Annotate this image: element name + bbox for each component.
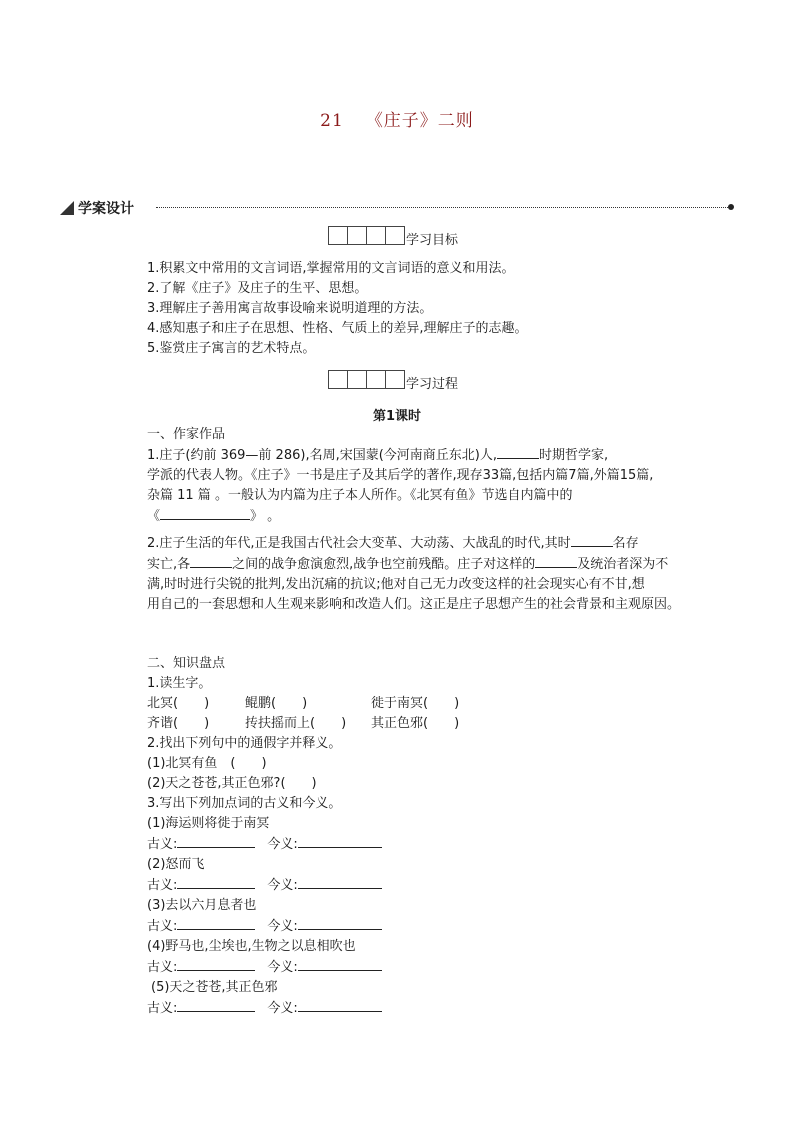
part1 bbox=[147, 425, 687, 615]
part2-q3-item: (3)去以六月息者也 bbox=[147, 898, 257, 913]
goal-item: 1.积累文中常用的文言词语,掌握常用的文言词语的意义和用法。 bbox=[147, 261, 515, 276]
box-row-icon bbox=[328, 226, 404, 244]
part2-q3-item: (5)天之苍苍,其正色邪 bbox=[151, 980, 278, 995]
part2-q1-label: 1.读生字。 bbox=[147, 676, 212, 691]
lesson-title: 《庄子》二则 bbox=[365, 111, 474, 131]
triangle-icon bbox=[60, 201, 74, 215]
part1-q2-line1: 2.庄子生活的年代,正是我国古代社会大变革、大动荡、大战乱的时代,其时 名存 bbox=[147, 533, 687, 554]
reading-row-2: 齐谐( ) 抟扶摇而上( ) 其正色邪( ) bbox=[147, 716, 460, 731]
part1-q2-line4: 用自己的一套思想和人生观来影响和改造人们。这正是庄子思想产生的社会背景和主观原因。 bbox=[147, 597, 681, 612]
answer-blank[interactable] bbox=[190, 554, 232, 568]
answer-blank[interactable] bbox=[298, 834, 382, 848]
part2-q3-label: 3.写出下列加点词的古义和今义。 bbox=[147, 796, 342, 811]
goal-item: 2.了解《庄子》及庄子的生平、思想。 bbox=[147, 281, 368, 296]
section-label: 学案设计 bbox=[78, 201, 134, 217]
part2-q2-item: (2)天之苍苍,其正色邪?( ) bbox=[147, 776, 317, 791]
answer-blank[interactable] bbox=[298, 957, 382, 971]
part1-q2-line2: 实亡,各 之间的战争愈演愈烈,战争也空前残酷。庄子对这样的 及统治者深为不 bbox=[147, 554, 687, 575]
part1-q1-line1: 1.庄子(约前 369—前 286),名周,宋国蒙(今河南商丘东北)人, 时期哲学家, bbox=[147, 445, 687, 466]
answer-blank[interactable] bbox=[298, 916, 382, 930]
dotted-divider bbox=[156, 207, 728, 208]
gu-jin-row: 古义: 今义: bbox=[147, 834, 687, 855]
answer-blank[interactable] bbox=[298, 998, 382, 1012]
answer-blank[interactable] bbox=[571, 533, 613, 547]
section-header bbox=[60, 198, 736, 218]
goals-heading: 学习目标 bbox=[328, 226, 458, 246]
box-row-icon bbox=[328, 370, 404, 388]
answer-blank[interactable] bbox=[177, 875, 255, 889]
part1-q1-line4: 《 》 。 bbox=[147, 506, 687, 527]
answer-blank[interactable] bbox=[535, 554, 577, 568]
answer-blank[interactable] bbox=[177, 916, 255, 930]
gu-jin-row: 古义: 今义: bbox=[147, 957, 687, 978]
lesson-number: 21 bbox=[320, 111, 344, 131]
goals-list bbox=[147, 259, 687, 359]
gu-jin-row: 古义: 今义: bbox=[147, 998, 687, 1019]
part1-q2-line3: 满,时时进行尖锐的批判,发出沉痛的抗议;他对自己无力改变这样的社会现实心有不甘,想 bbox=[147, 577, 645, 592]
part1-q1-line3: 杂篇 11 篇 。一般认为内篇为庄子本人所作。《北冥有鱼》节选自内篇中的 bbox=[147, 488, 573, 503]
answer-blank[interactable] bbox=[177, 834, 255, 848]
answer-blank[interactable] bbox=[497, 445, 539, 459]
answer-blank[interactable] bbox=[298, 875, 382, 889]
process-heading: 学习过程 bbox=[328, 370, 458, 390]
goal-item: 3.理解庄子善用寓言故事设喻来说明道理的方法。 bbox=[147, 301, 433, 316]
part1-q1-line2: 学派的代表人物。《庄子》一书是庄子及其后学的著作,现存33篇,包括内篇7篇,外篇15篇, bbox=[147, 468, 654, 483]
answer-blank[interactable] bbox=[177, 957, 255, 971]
gu-jin-row: 古义: 今义: bbox=[147, 916, 687, 937]
part2-q3-item: (2)怒而飞 bbox=[147, 857, 205, 872]
page-title bbox=[0, 106, 794, 131]
part2-q2-item: (1)北冥有鱼 ( ) bbox=[147, 756, 267, 771]
part2-q3-item: (1)海运则将徙于南冥 bbox=[147, 816, 270, 831]
goal-item: 5.鉴赏庄子寓言的艺术特点。 bbox=[147, 341, 316, 356]
gu-jin-row: 古义: 今义: bbox=[147, 875, 687, 896]
reading-row-1: 北冥( ) 鲲鹏( ) 徙于南冥( ) bbox=[147, 696, 460, 711]
lesson-period: 第1课时 bbox=[372, 409, 422, 424]
part2-heading: 二、知识盘点 bbox=[147, 656, 226, 671]
answer-blank[interactable] bbox=[177, 998, 255, 1012]
part1-heading: 一、作家作品 bbox=[147, 427, 226, 442]
answer-blank[interactable] bbox=[160, 506, 250, 520]
part2-q3-item: (4)野马也,尘埃也,生物之以息相吹也 bbox=[147, 939, 356, 954]
part2-q2-label: 2.找出下列句中的通假字并释义。 bbox=[147, 736, 342, 751]
part2 bbox=[147, 654, 687, 1019]
goal-item: 4.感知惠子和庄子在思想、性格、气质上的差异,理解庄子的志趣。 bbox=[147, 321, 528, 336]
end-dot-icon bbox=[728, 204, 734, 210]
